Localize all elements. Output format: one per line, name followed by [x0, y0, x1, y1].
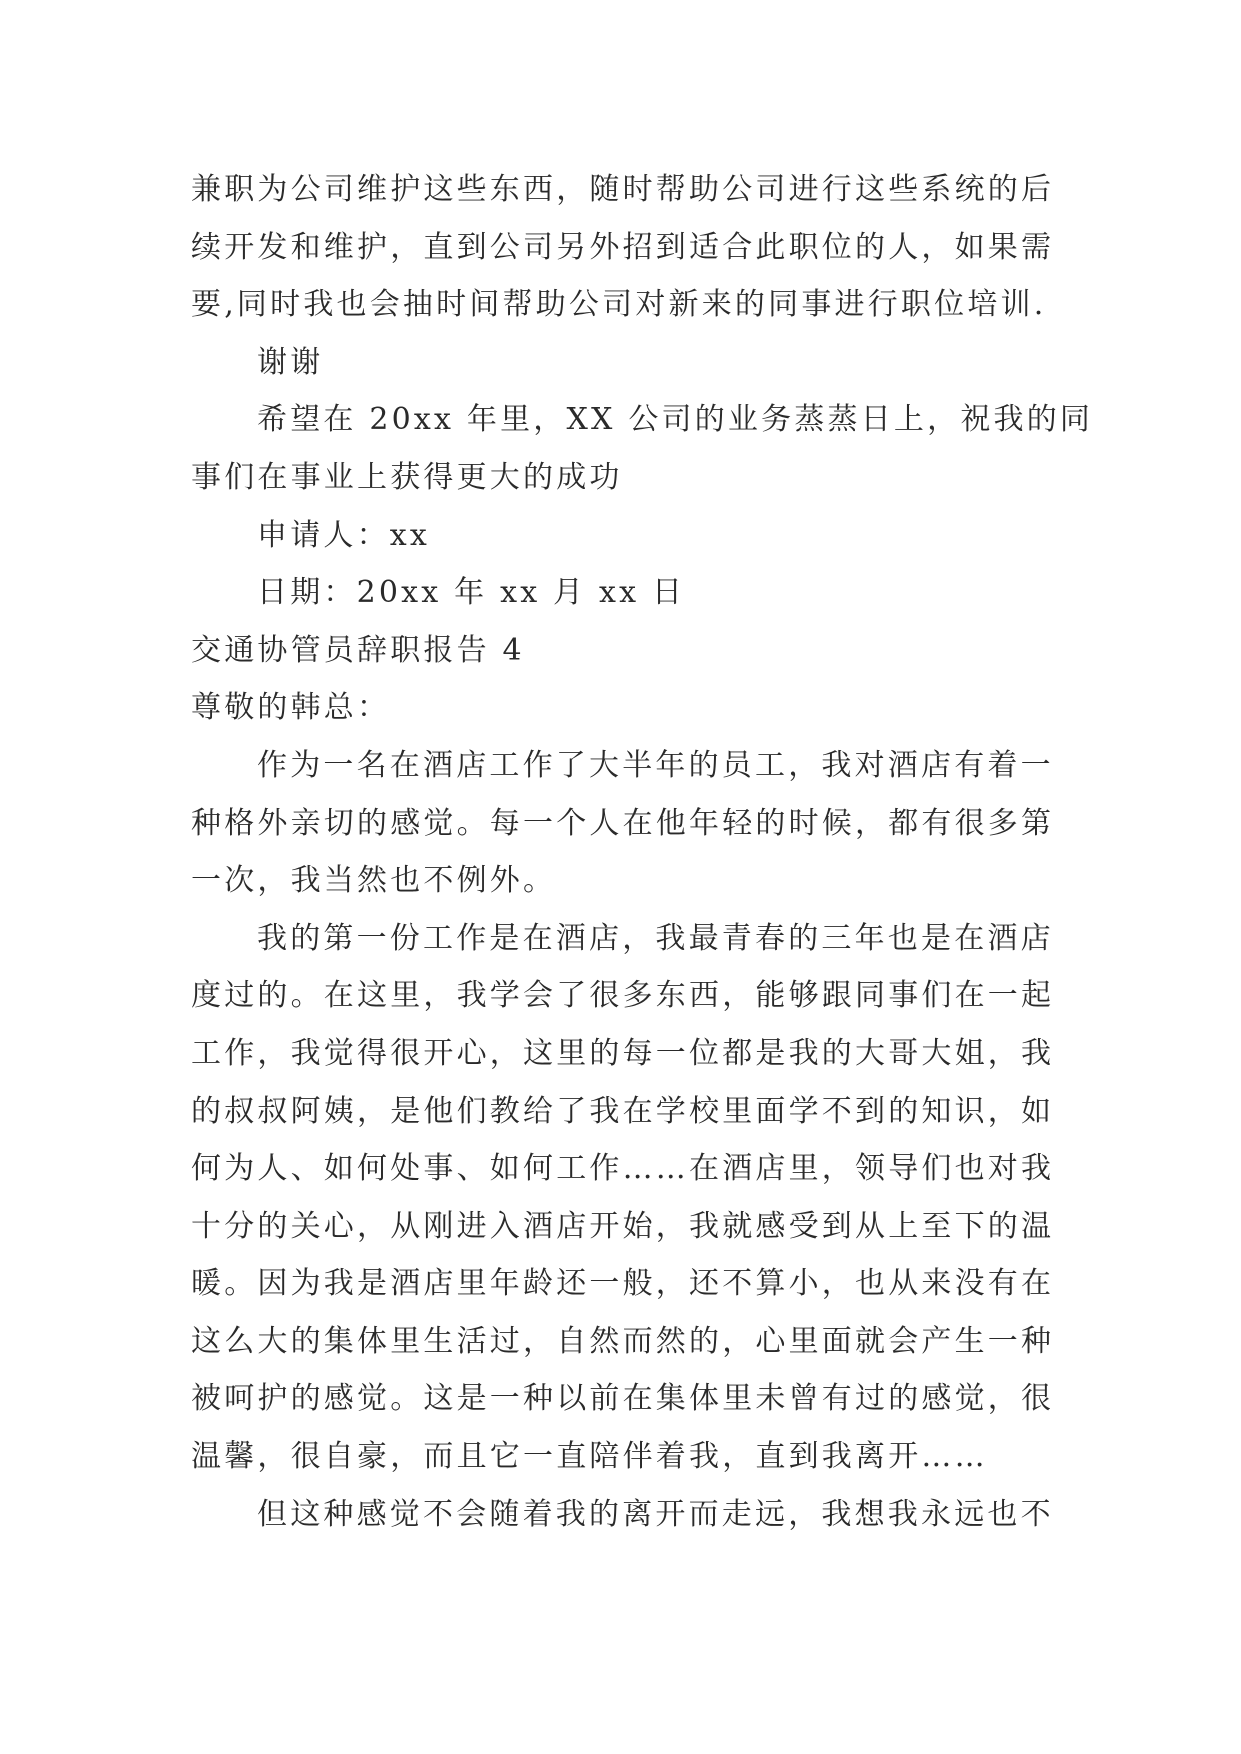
text-line: 工作，我觉得很开心，这里的每一位都是我的大哥大姐，我: [191, 1035, 1055, 1071]
text-line: 的叔叔阿姨，是他们教给了我在学校里面学不到的知识，如: [191, 1093, 1055, 1129]
closing-thanks: 谢谢: [257, 344, 324, 380]
text-line: 这么大的集体里生活过，自然而然的，心里面就会产生一种: [191, 1323, 1055, 1359]
text-line: 温馨，很自豪，而且它一直陪伴着我，直到我离开……: [191, 1439, 988, 1475]
document-body: [191, 161, 1094, 1543]
text-line: 要,同时我也会抽时间帮助公司对新来的同事进行职位培训.: [191, 287, 1047, 323]
text-line: 希望在 20xx 年里，XX 公司的业务蒸蒸日上，祝我的同: [257, 402, 1094, 438]
text-line: 我的第一份工作是在酒店，我最青春的三年也是在酒店: [257, 920, 1054, 956]
text-line: 何为人、如何处事、如何工作……在酒店里，领导们也对我: [191, 1151, 1055, 1187]
applicant-line: 申请人：xx: [257, 517, 431, 553]
text-line: 被呵护的感觉。这是一种以前在集体里未曾有过的感觉，很: [191, 1381, 1055, 1417]
section-title: 交通协管员辞职报告 4: [191, 632, 525, 668]
text-line: 种格外亲切的感觉。每一个人在他年轻的时候，都有很多第: [191, 805, 1055, 841]
text-line: 一次，我当然也不例外。: [191, 863, 557, 899]
text-line: 十分的关心，从刚进入酒店开始，我就感受到从上至下的温: [191, 1208, 1055, 1244]
text-line: 兼职为公司维护这些东西，随时帮助公司进行这些系统的后: [191, 172, 1055, 207]
text-line: 但这种感觉不会随着我的离开而走远，我想我永远也不: [257, 1496, 1054, 1532]
salutation: 尊敬的韩总：: [191, 690, 391, 726]
text-line: 度过的。在这里，我学会了很多东西，能够跟同事们在一起: [191, 978, 1055, 1014]
date-line: 日期：20xx 年 xx 月 xx 日: [257, 575, 686, 611]
text-line: 作为一名在酒店工作了大半年的员工，我对酒店有着一: [257, 747, 1054, 783]
text-line: 续开发和维护，直到公司另外招到适合此职位的人，如果需: [191, 229, 1055, 265]
text-line: 事们在事业上获得更大的成功: [191, 459, 623, 495]
text-line: 暖。因为我是酒店里年龄还一般，还不算小，也从来没有在: [191, 1266, 1055, 1302]
